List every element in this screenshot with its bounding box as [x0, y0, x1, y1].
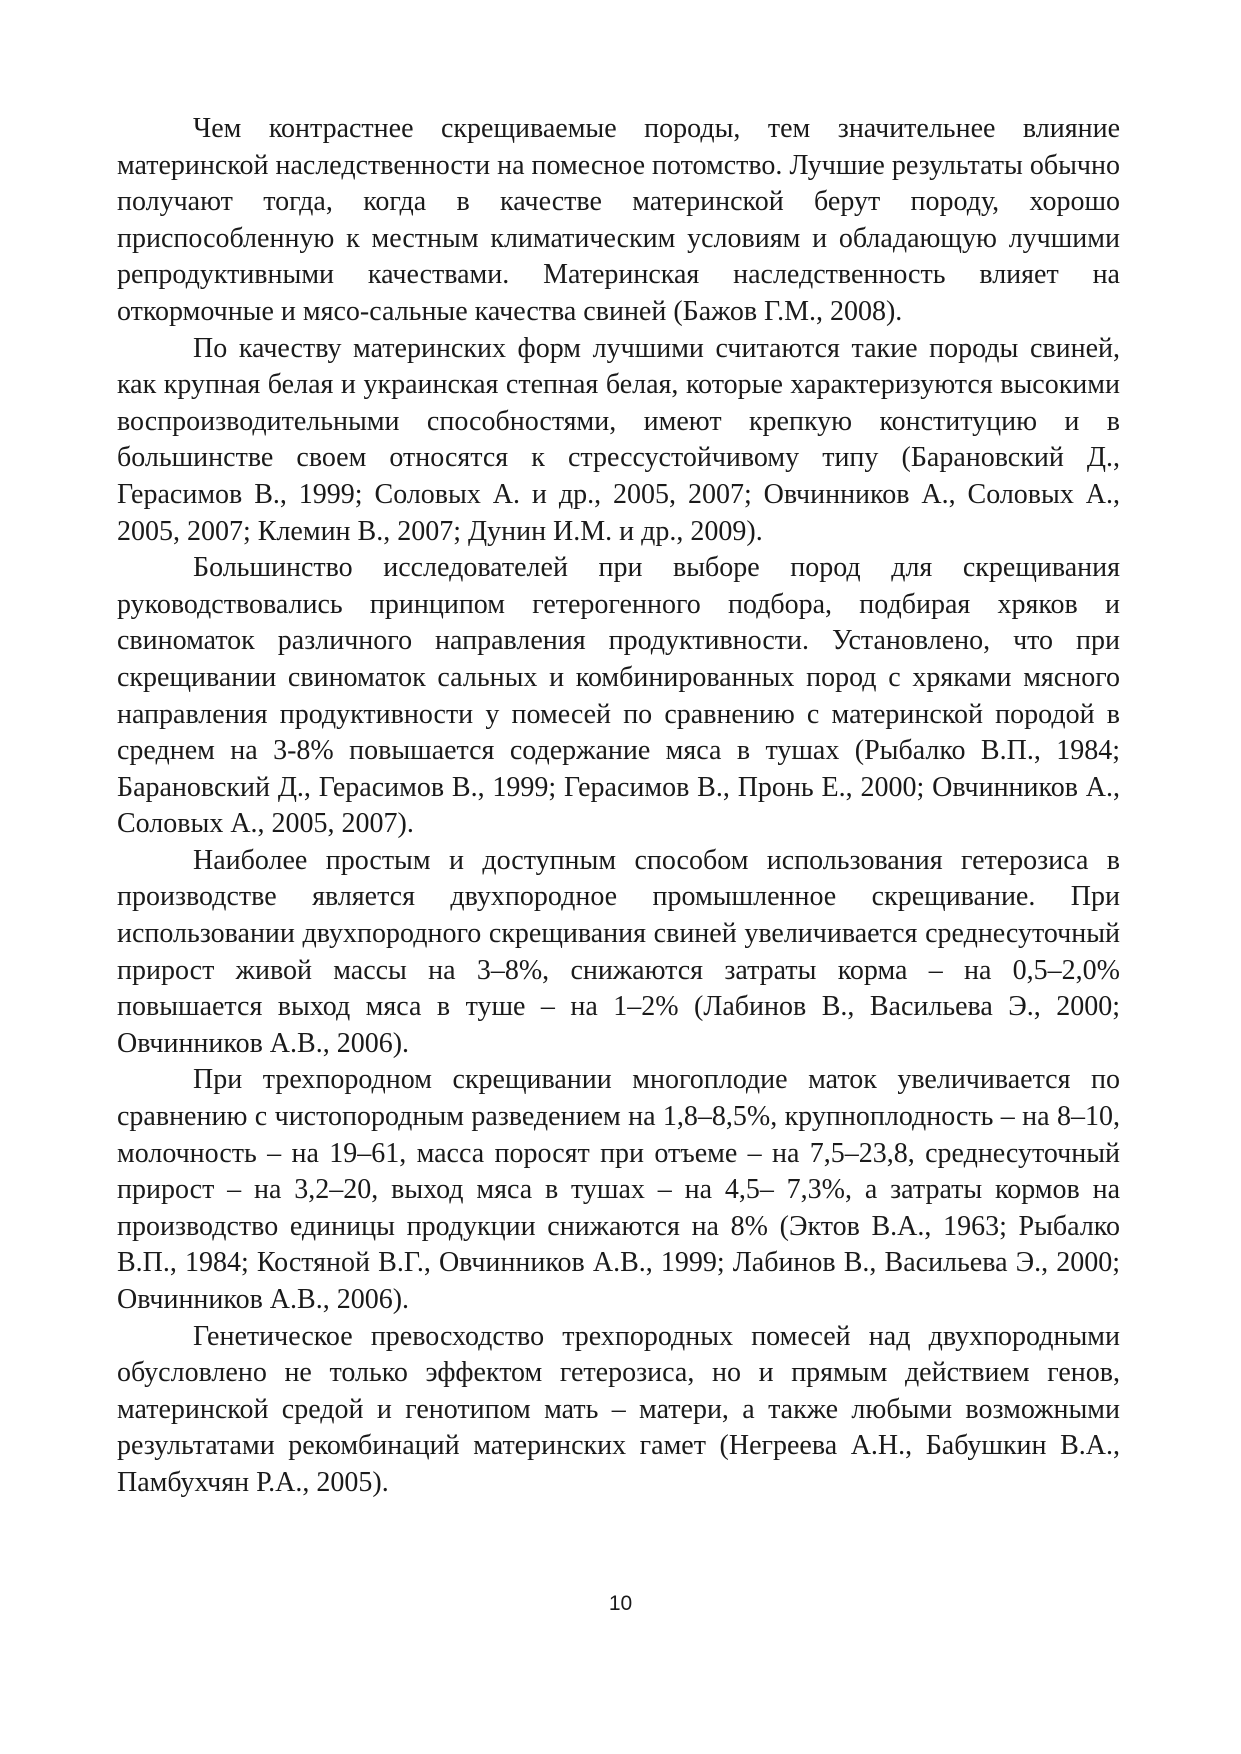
paragraph-2: По качеству материнских форм лучшими считаются такие породы свиней, как крупная белая и украинская степная белая, которые характеризуются высокими воспроизводительными способностями, имеют крепкую конституцию и в большинстве своем относятся к стрессустойчивому типу (Барановский Д., Герасимов В., 1999; Соловых А. и др., 2005, 2007; Овчинников А., Соловых А., 2005, 2007; Клемин В., 2007; Дунин И.М. и др., 2009).: [117, 332, 1120, 547]
body-text: [117, 111, 1120, 1502]
paragraph-4: Наиболее простым и доступным способом использования гетерозиса в производстве является двухпородное промышленное скрещивание. При использовании двухпородного скрещивания свиней увеличивается среднесуточный прирост живой массы на 3–8%, снижаются затраты корма – на 0,5–2,0% повышается выход мяса в туше – на 1–2% (Лабинов В., Васильева Э., 2000; Овчинников А.В., 2006).: [117, 844, 1120, 1059]
paragraph-6: Генетическое превосходство трехпородных помесей над двухпородными обусловлено не только эффектом гетерозиса, но и прямым действием генов, материнской средой и генотипом мать – матери, а также любыми возможными результатами рекомбинаций материнских гамет (Негреева А.Н., Бабушкин В.А., Памбухчян Р.А., 2005).: [117, 1320, 1120, 1498]
paragraph-3: Большинство исследователей при выборе пород для скрещивания руководствовались принципом гетерогенного подбора, подбирая хряков и свиноматок различного направления продуктивности. Установлено, что при скрещивании свиноматок сальных и комбинированных пород с хряками мясного направления продуктивности у помесей по сравнению с материнской породой в среднем на 3-8% повышается содержание мяса в тушах (Рыбалко В.П., 1984; Барановский Д., Герасимов В., 1999; Герасимов В., Пронь Е., 2000; Овчинников А., Соловых А., 2005, 2007).: [117, 552, 1120, 840]
paragraph-5: При трехпородном скрещивании многоплодие маток увеличивается по сравнению с чистопородным разведением на 1,8–8,5%, крупноплодность – на 8–10, молочность – на 19–61, масса поросят при отъеме – на 7,5–23,8, среднесуточный прирост – на 3,2–20, выход мяса в тушах – на 4,5– 7,3%, а затраты кормов на производство единицы продукции снижаются на 8% (Эктов В.А., 1963; Рыбалко В.П., 1984; Костяной В.Г., Овчинников А.В., 1999; Лабинов В., Васильева Э., 2000; Овчинников А.В., 2006).: [117, 1064, 1120, 1315]
paragraph-1: Чем контрастнее скрещиваемые породы, тем значительнее влияние материнской наследственности на помесное потомство. Лучшие результаты обычно получают тогда, когда в качестве материнской берут породу, хорошо приспособленную к местным климатическим условиям и обладающую лучшими репродуктивными качествами. Материнская наследственность влияет на откормочные и мясо-сальные качества свиней (Бажов Г.М., 2008).: [117, 113, 1120, 327]
page-number: 10: [608, 1592, 633, 1615]
